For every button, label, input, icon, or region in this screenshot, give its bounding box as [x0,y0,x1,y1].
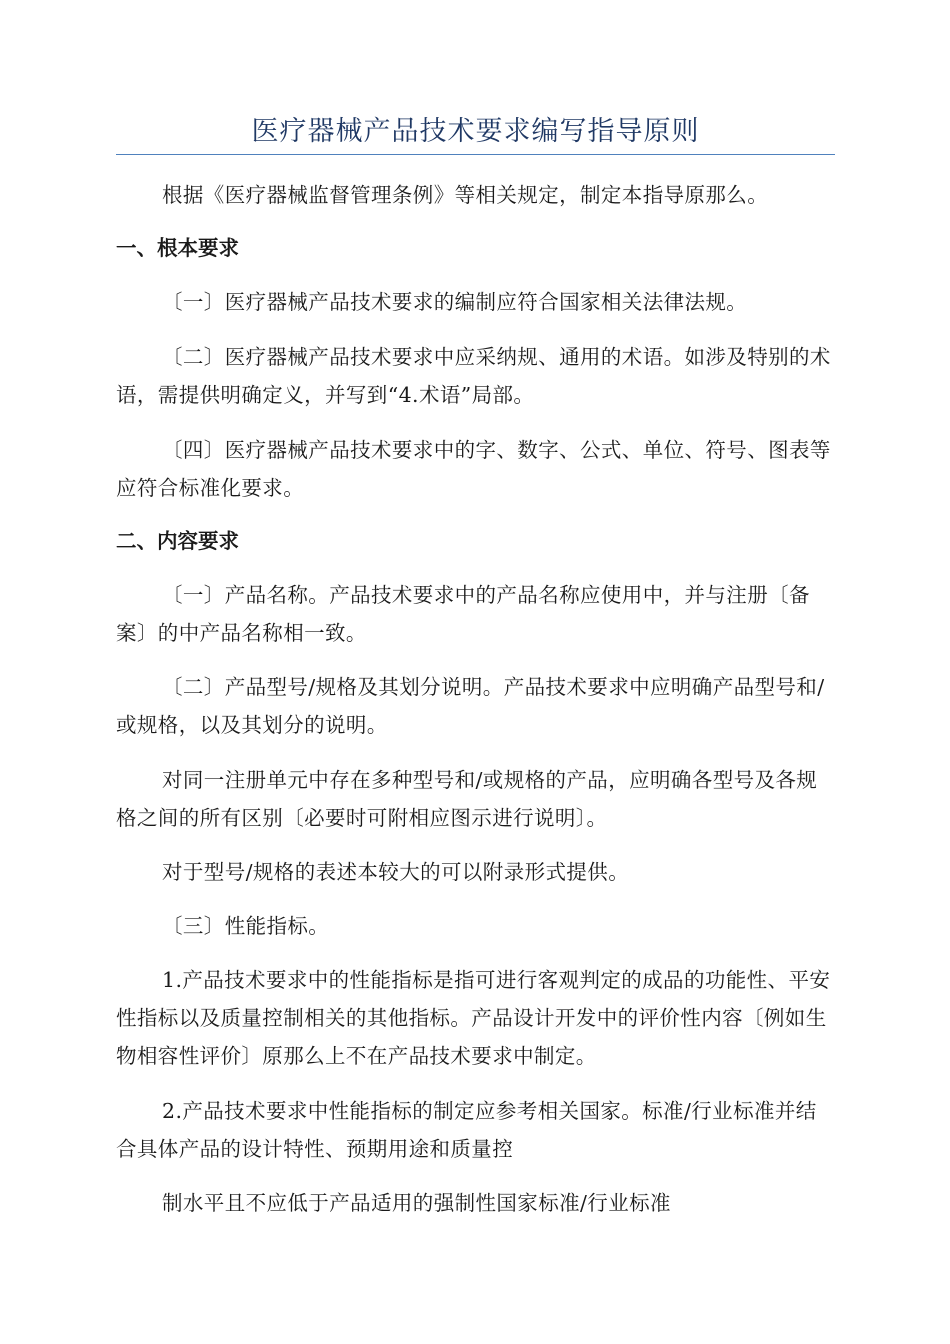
paragraph-s2-7: 2.产品技术要求中性能指标的制定应参考相关国家。标准/行业标准并结合具体产品的设计特性、预期用途和质量控 [116,1099,817,1161]
title-underline [116,154,835,155]
paragraph-s2-4: 对于型号/规格的表述本较大的可以附录形式提供。 [162,860,630,884]
paragraph-s2-1: 〔一〕产品名称。产品技术要求中的产品名称应使用中，并与注册〔备案〕的中产品名称相一致。 [116,583,810,645]
document-title: 医疗器械产品技术要求编写指导原则 [251,116,700,147]
paragraph-s2-6: 1.产品技术要求中的性能指标是指可进行客观判定的成品的功能性、平安性指标以及质量控制相关的其他指标。产品设计开发中的评价性内容〔例如生物相容性评价〕原那么上不在产品技术要求中制定。 [116,968,831,1068]
paragraph-s2-5: 〔三〕性能指标。 [162,914,330,938]
paragraph-s2-2: 〔二〕产品型号/规格及其划分说明。产品技术要求中应明确产品型号和/或规格，以及其划分的说明。 [116,675,825,737]
paragraph-s2-3: 对同一注册单元中存在多种型号和/或规格的产品，应明确各型号及各规格之间的所有区别〔必要时可附相应图示进行说明〕。 [116,768,818,830]
section-heading-content-requirements: 二、内容要求 [116,529,239,553]
paragraph-s1-2: 〔二〕医疗器械产品技术要求中应采纳规、通用的术语。如涉及特别的术语，需提供明确定义，并写到“4.术语”局部。 [116,345,831,407]
intro-paragraph: 根据《医疗器械监督管理条例》等相关规定，制定本指导原那么。 [162,183,769,207]
paragraph-s1-4: 〔四〕医疗器械产品技术要求中的字、数字、公式、单位、符号、图表等应符合标准化要求。 [116,438,831,500]
section-heading-basic-requirements: 一、根本要求 [116,236,239,260]
paragraph-s2-8: 制水平且不应低于产品适用的强制性国家标准/行业标准 [162,1191,671,1215]
paragraph-s1-1: 〔一〕医疗器械产品技术要求的编制应符合国家相关法律法规。 [162,290,748,314]
